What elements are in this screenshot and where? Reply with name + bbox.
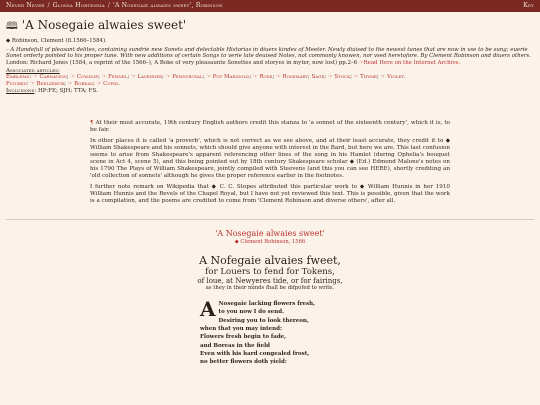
article-paragraph-2: In other places it is called 'a proverb', which is not correct as we see above, and at their least accurate, they credit it to ◆ William Shakespeare and his sonnets, which should give anyone with interest in the Bard, but here we are. This last confusion seems to arise from Shakespeare's apparent referencing other lines of the song in his Hamlet (during Ophelia's bouquet scene in Act 4, scene 5), and this being pointed out by 18th century Shakespeare scholar ◆ (Ed.) Edmond Malone's notes on his 1790 The Plays of William Shakespeare, jointly compiled with Steevens (and this you can see HERE), shortly crediting an 'old collection of sonnets' although he gives the proper reference earlier in the footnotes. [90,138,450,180]
title-page-transcription [0,255,540,292]
poem-line-2: to you now I do send. [218,309,285,316]
assoc-link-boreas[interactable]: Boreas [74,80,93,87]
source-description [6,47,532,67]
poem-line-5: Flowers fresh begin to fade, [200,334,287,341]
assoc-link-figures[interactable]: Figures [6,80,27,87]
assoc-link-thyme[interactable]: Thyme [360,74,377,81]
assoc-link-cupid[interactable]: Cupid [103,80,119,87]
drop-cap: A [200,297,216,322]
pointer-icon: ☞ [353,74,359,81]
assoc-link-fennel[interactable]: Fennel [108,74,128,81]
entry-header [0,12,540,94]
breadcrumb [6,0,223,12]
source-description-tail: London: Richard Jones (1584, a reprint of the 1566–), A Boke of very pleasaunte Sonettes and storyes in myter, now lost) pp.2–6 [6,59,358,66]
pointer-icon: ☞ [130,74,136,81]
assoc-link-sage[interactable]: Sage [311,74,325,81]
assoc-link-beelzebub[interactable]: Beelzebub [36,80,65,87]
associated-articles-heading: Associated articles: [6,68,60,75]
source-description-italic: – A Handefull of pleasant delites, containing sundrie new Sonets and delectable Historias in diuers kindes of Meeter. Newly diuised to the newest tunes that are now in vse to be sung; euerie Sonet orderly pointed to his proper tune. With new additions of certain Songs to verie late deuised Notes, not commonly knowen, nor vsed heretofore. By Clement Robinson and diuers others. [6,46,531,60]
associated-articles-list: Emblems: ☞ Carnation; ☞ Cowslip; ☞ Fennel; ☞ Lavender; ☞ Pennyroyal; ☞ Pot Marigold; ☞ Rose; ☞ Rosemary; Sage; ☞ Stock; ☞ Thyme; ☞ Violet. Figures: ☞ Beelzebub; ☞ Boreas; ☞ Cupid. [6,74,406,87]
article-paragraph-1-text: At their most accurate, 19th century English authors credit this stanza to 'a sonnet of the sixteenth century', which it is, to be fair. [90,120,451,134]
assoc-link-emblems[interactable]: Emblems [6,74,30,81]
top-navigation-bar [0,0,540,12]
poem-author[interactable]: ◆ Clement Robinson, 1566 [234,239,306,246]
article-body [90,120,450,205]
breadcrumb-current-page: 'A Nosegaie alwaies sweet', Robinson [112,2,223,9]
external-link-icon: ☞ [358,59,364,66]
article-paragraph-3: I further note remark on Wikipedia that ◆ C. C. Stopes attributed this particular work to ◆ William Hunnis in her 1910 William Hunnis and the Revels of the Chapel Royal, but I have not yet reviewed this text. This is possible, given that the work is a compilation, and the poems are credited to come from 'Clement Robinson and diverse others', after all. [90,184,450,205]
pointer-icon: ☞ [70,74,76,81]
pointer-icon: ☞ [96,80,102,87]
assoc-link-lavender[interactable]: Lavender [137,74,163,81]
pointer-icon: ☞ [206,74,211,81]
inclusions-value: : HP:FE; SJH; TTA; FS. [34,87,98,94]
assoc-link-stock[interactable]: Stock [334,74,351,81]
page-title: 'A Nosegaie alwaies sweet' [21,18,187,32]
section-divider [6,219,534,220]
poem-stanza [200,297,340,366]
breadcrumb-separator: / [47,2,50,9]
key-link[interactable]: Key [523,2,534,9]
pointer-icon: ☞ [165,74,171,81]
pointer-icon: ☞ [252,74,258,81]
poem-line-3: Desiring you to look thereon, [218,317,309,324]
breadcrumb-glossa-hortensia[interactable]: Glossa Hortensia [52,2,105,9]
title-page-line-2: for Louers to fend for Tokens, [205,267,335,278]
assoc-link-carnation[interactable]: Carnation [39,74,67,81]
author-line: ◆ Robinson, Clement (fl.1566–1584). [6,38,107,44]
poem-title: 'A Nosegaie alwaies sweet' [215,229,325,239]
poem-line-6: and Boreas in the field [200,342,271,349]
pointer-icon: ☞ [30,80,35,87]
assoc-link-cowslip[interactable]: Cowslip [76,74,98,81]
title-page-line-3: of loue, at Newyeres tide, or for fairings, [197,277,343,286]
pointer-icon: ☞ [380,74,386,81]
pointer-icon: ☞ [275,74,281,81]
poem-line-8: no better flowers doth yield: [200,359,287,366]
title-page-line-1: A Nofegaie alvaies fweet, [199,254,341,268]
article-paragraph-1 [90,120,450,134]
pointer-icon: ☞ [327,74,333,81]
poem-line-4: when that you may intend: [200,326,282,333]
poem-section [0,229,540,366]
pointer-icon: ☞ [32,74,38,81]
poem-line-7: Even with his hard congealed frost, [200,350,310,357]
breadcrumb-separator: / [107,2,110,9]
paragraph-mark-icon: ¶ [90,120,94,127]
book-icon: 🕮 [6,21,18,32]
assoc-link-rosemary[interactable]: Rosemary [282,74,309,81]
pointer-icon: ☞ [67,80,73,87]
read-internet-archive-link[interactable]: Read Here on the Internet Archive. [363,59,461,66]
pointer-icon: ☞ [101,74,107,81]
assoc-link-pot-marigold[interactable]: Pot Marigold [212,74,250,81]
assoc-link-violet[interactable]: Violet [387,74,405,81]
assoc-link-rose[interactable]: Rose [259,74,273,81]
inclusions-line [6,88,532,95]
poem-line-1: Nosegaie lacking flowers fresh, [218,301,315,308]
inclusions-label: Inclusions [6,87,35,94]
assoc-link-pennyroyal[interactable]: Pennyroyal [172,74,203,81]
title-page-line-4: as they in their minds fhall be difpofed to write. [205,285,335,292]
breadcrumb-never-never[interactable]: Never Never [6,2,45,9]
